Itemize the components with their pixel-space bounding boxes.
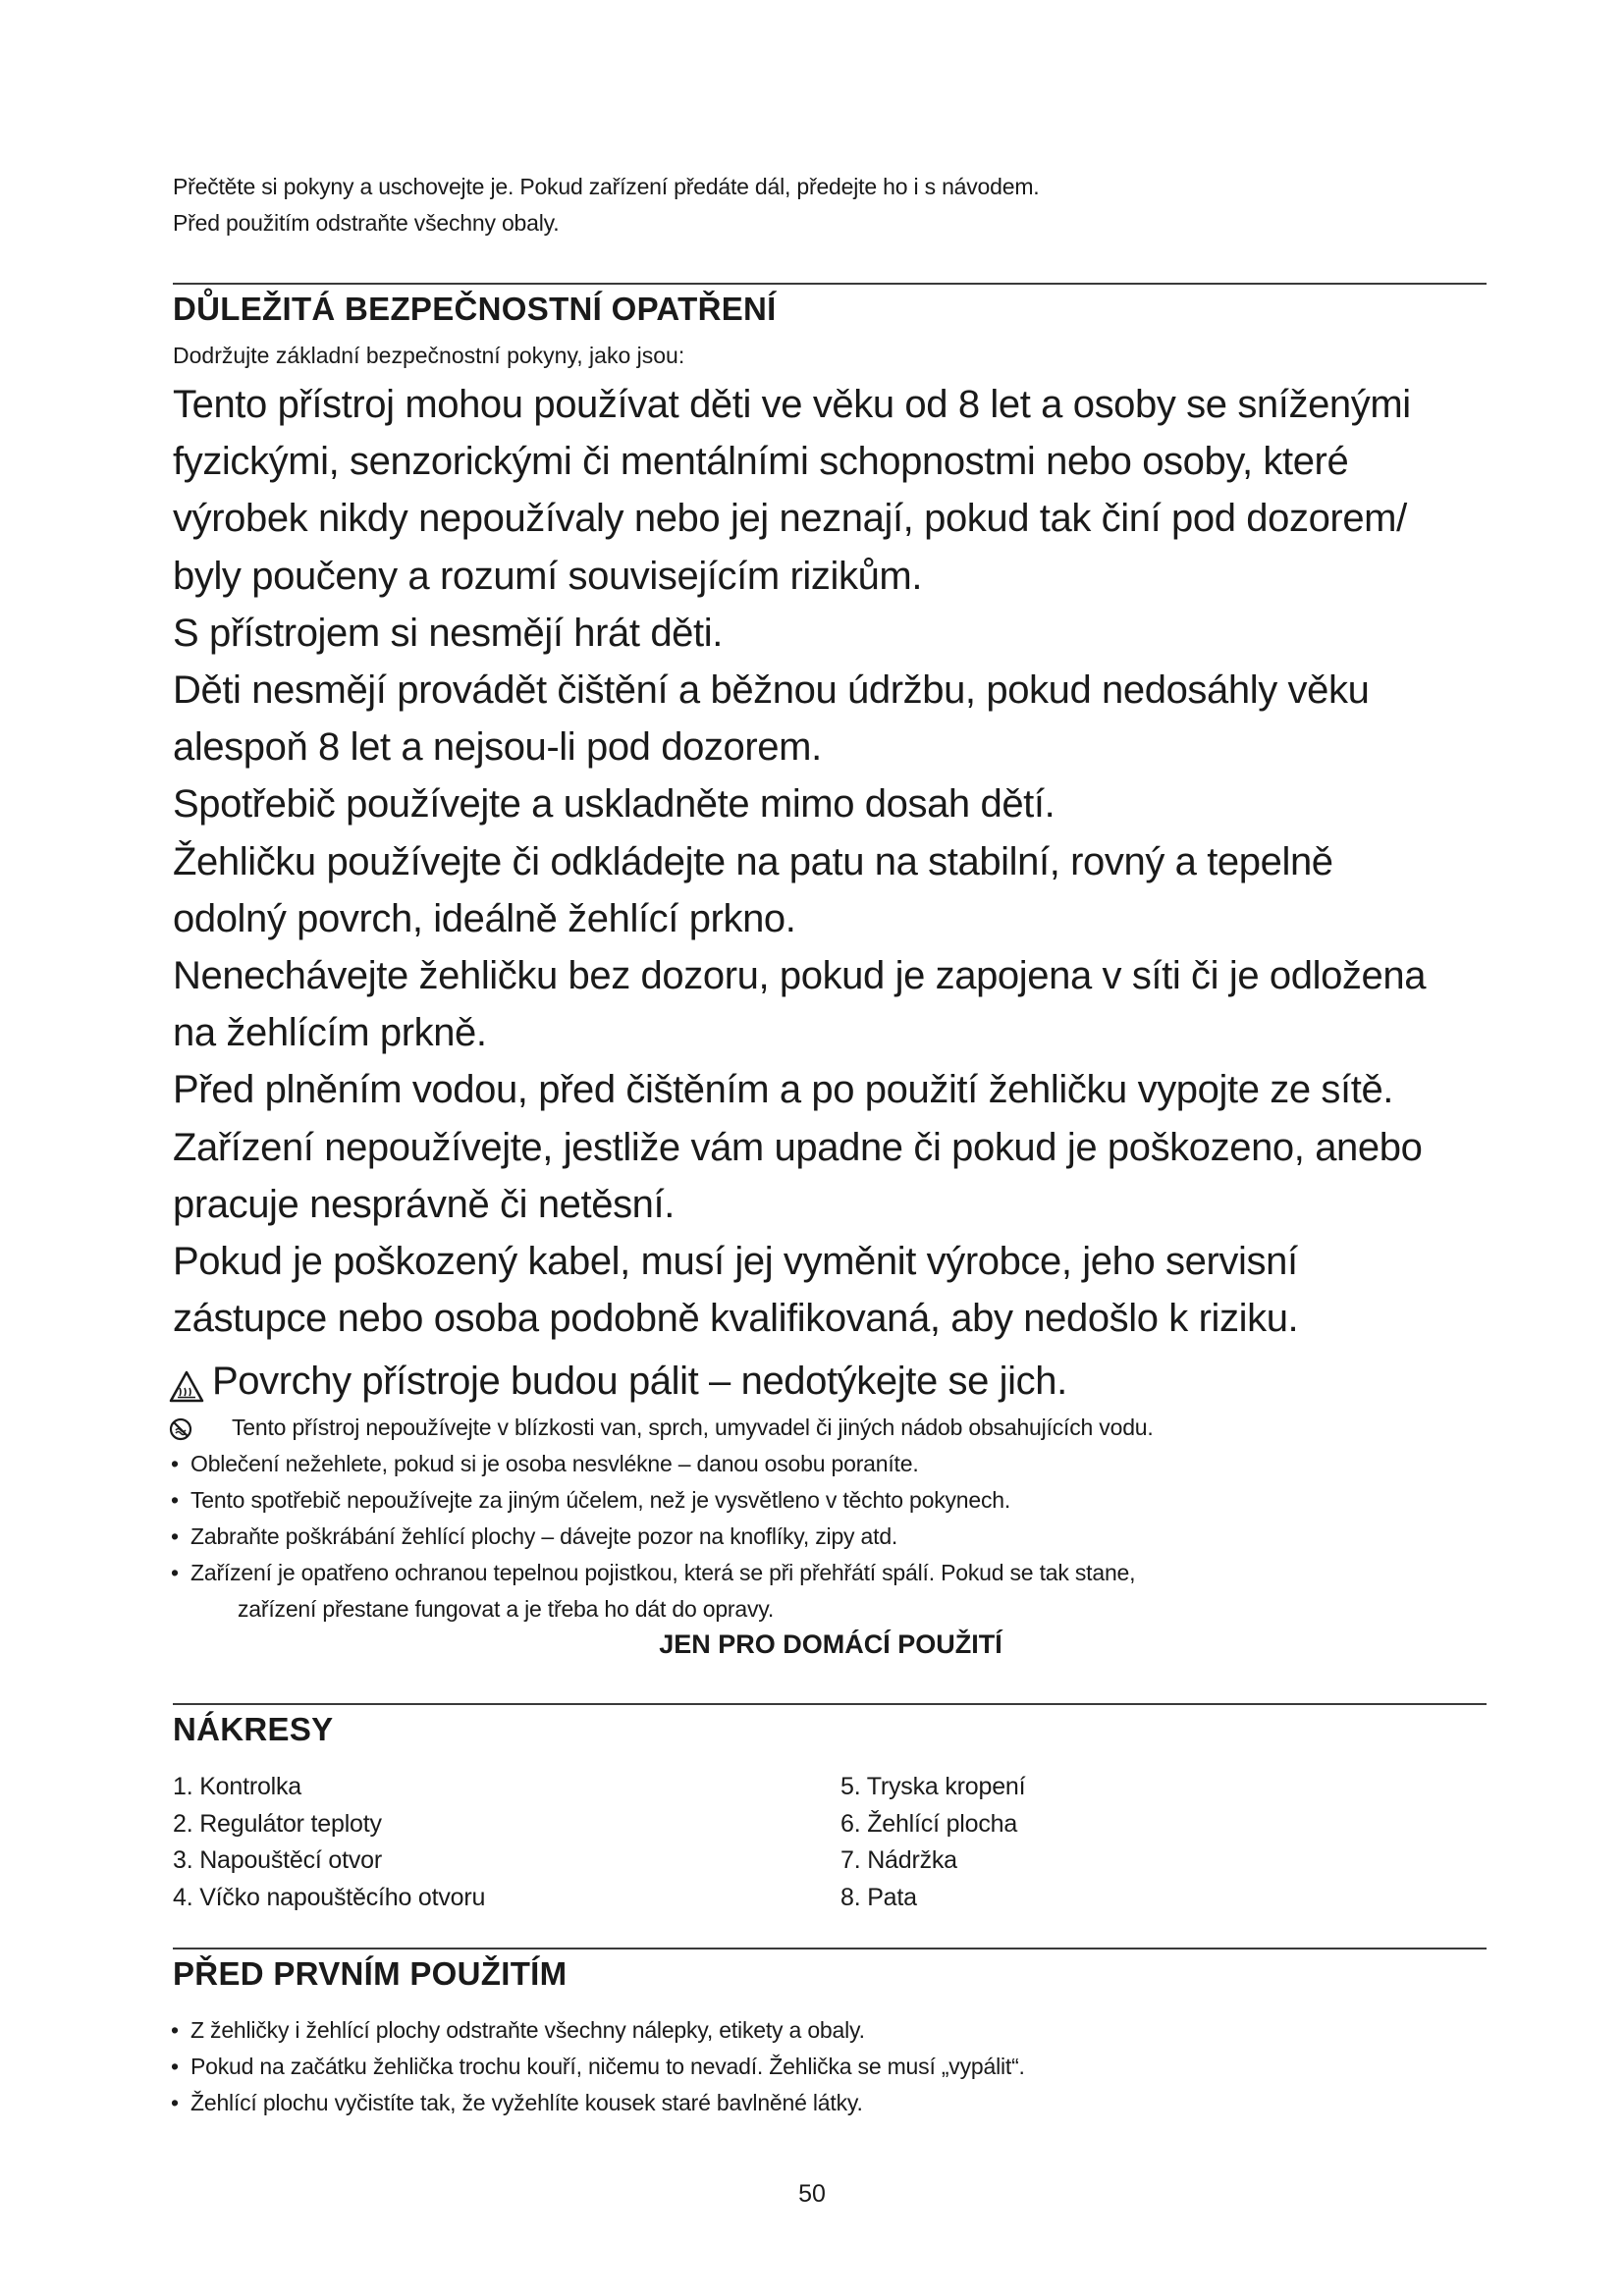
safety-subtitle: Dodržujte základní bezpečnostní pokyny, jako jsou: — [173, 343, 685, 368]
parts-list-item: 8. Pata — [840, 1883, 917, 1911]
list-item-text: Žehlící plochu vyčistíte tak, že vyžehlíte kousek staré bavlněné látky. — [190, 2090, 863, 2115]
section-divider — [173, 1948, 1487, 1949]
bullet-mark: • — [171, 2017, 179, 2043]
before-first-use-list — [169, 2012, 1494, 2121]
bullet-mark: • — [171, 1487, 179, 1513]
intro-text — [173, 169, 1449, 241]
list-item-text: Oblečení nežehlete, pokud si je osoba nesvlékne – danou osobu poraníte. — [190, 1451, 919, 1476]
parts-list-item: 7. Nádržka — [840, 1846, 957, 1874]
safety-line: na žehlícím prkně. — [173, 1011, 487, 1055]
list-item — [169, 1519, 1494, 1555]
no-water-icon — [169, 1415, 192, 1439]
parts-list-left — [173, 1769, 485, 1916]
water-warning-text: Tento přístroj nepoužívejte v blízkosti van, sprch, umyvadel či jiných nádob obsahujících vodu. — [232, 1415, 1154, 1440]
bullet-mark: • — [171, 1523, 179, 1549]
safety-large-text — [173, 376, 1489, 1347]
parts-list-item: 2. Regulátor teploty — [173, 1809, 382, 1838]
safety-line: Tento přístroj mohou používat děti ve věku od 8 let a osoby se sníženými — [173, 383, 1411, 426]
intro-line: Před použitím odstraňte všechny obaly. — [173, 210, 560, 236]
bullet-mark: • — [171, 1451, 179, 1476]
list-item — [169, 2049, 1494, 2085]
list-item-text: Zařízení je opatřeno ochranou tepelnou pojistkou, která se při přehřátí spálí. Pokud se tak stane, — [190, 1560, 1136, 1585]
safety-line: fyzickými, senzorickými či mentálními schopnostmi nebo osoby, které — [173, 440, 1349, 484]
safety-bullets — [169, 1410, 1494, 1628]
parts-list-item: 4. Víčko napouštěcího otvoru — [173, 1883, 486, 1911]
domestic-use-notice: JEN PRO DOMÁCÍ POUŽITÍ — [659, 1629, 1002, 1659]
hot-surface-warning-text: Povrchy přístroje budou pálit – nedotýkejte se jich. — [212, 1360, 1067, 1403]
bullet-mark: • — [171, 2054, 179, 2079]
list-item — [169, 1446, 1494, 1482]
water-warning — [169, 1410, 1494, 1446]
before-first-use-heading: PŘED PRVNÍM POUŽITÍM — [173, 1955, 568, 1992]
list-item — [169, 2012, 1494, 2049]
page-number: 50 — [798, 2180, 826, 2208]
safety-line: Žehličku používejte či odkládejte na patu na stabilní, rovný a tepelně — [173, 839, 1333, 883]
safety-line: Nenechávejte žehličku bez dozoru, pokud je zapojena v síti či je odložena — [173, 954, 1427, 998]
safety-line: odolný povrch, ideálně žehlící prkno. — [173, 896, 796, 940]
safety-line: výrobek nikdy nepoužívaly nebo jej neznají, pokud tak činí pod dozorem/ — [173, 497, 1407, 541]
list-item — [169, 2085, 1494, 2121]
parts-list-right — [840, 1769, 1025, 1916]
safety-line: alespoň 8 let a nejsou-li pod dozorem. — [173, 725, 822, 770]
list-item-text: Tento spotřebič nepoužívejte za jiným účelem, než je vysvětleno v těchto pokynech. — [190, 1487, 1011, 1513]
bullet-mark: • — [171, 2090, 179, 2115]
safety-line: Děti nesmějí provádět čištění a běžnou údržbu, pokud nedosáhly věku — [173, 668, 1370, 713]
safety-line: S přístrojem si nesmějí hrát děti. — [173, 611, 723, 655]
bullet-mark: • — [171, 1560, 179, 1585]
parts-list-item: 3. Napouštěcí otvor — [173, 1846, 382, 1874]
list-item-text: Z žehličky i žehlící plochy odstraňte všechny nálepky, etikety a obaly. — [190, 2017, 865, 2043]
section-divider — [173, 1703, 1487, 1705]
safety-line: Zařízení nepoužívejte, jestliže vám upadne či pokud je poškozeno, anebo — [173, 1125, 1423, 1169]
list-item-text: Pokud na začátku žehlička trochu kouří, ničemu to nevadí. Žehlička se musí „vypálit“. — [190, 2054, 1025, 2079]
section-divider — [173, 283, 1487, 285]
safety-line: Před plněním vodou, před čištěním a po použití žehličku vypojte ze sítě. — [173, 1068, 1393, 1112]
parts-list-item: 5. Tryska kropení — [840, 1773, 1026, 1800]
parts-list-item: 6. Žehlící plocha — [840, 1809, 1018, 1838]
list-item — [169, 1482, 1494, 1519]
safety-line: pracuje nesprávně či netěsní. — [173, 1182, 675, 1226]
list-item-continuation: zařízení přestane fungovat a je třeba ho dát do opravy. — [238, 1596, 775, 1622]
safety-line: zástupce nebo osoba podobně kvalifikovaná, aby nedošlo k riziku. — [173, 1297, 1299, 1341]
safety-heading: DŮLEŽITÁ BEZPEČNOSTNÍ OPATŘENÍ — [173, 291, 777, 327]
list-item — [169, 1555, 1494, 1628]
list-item-text: Zabraňte poškrábání žehlící plochy – dávejte pozor na knoflíky, zipy atd. — [190, 1523, 898, 1549]
safety-line: byly poučeny a rozumí souvisejícím rizikům. — [173, 554, 923, 598]
hot-surface-warning — [169, 1353, 1067, 1410]
hot-surface-warning-icon — [169, 1363, 204, 1399]
safety-line: Pokud je poškozený kabel, musí jej vyměnit výrobce, jeho servisní — [173, 1240, 1298, 1284]
intro-line: Přečtěte si pokyny a uschovejte je. Pokud zařízení předáte dál, předejte ho i s návodem. — [173, 174, 1040, 199]
drawings-heading: NÁKRESY — [173, 1711, 334, 1747]
safety-line: Spotřebič používejte a uskladněte mimo dosah dětí. — [173, 782, 1056, 827]
parts-list-item: 1. Kontrolka — [173, 1773, 302, 1800]
